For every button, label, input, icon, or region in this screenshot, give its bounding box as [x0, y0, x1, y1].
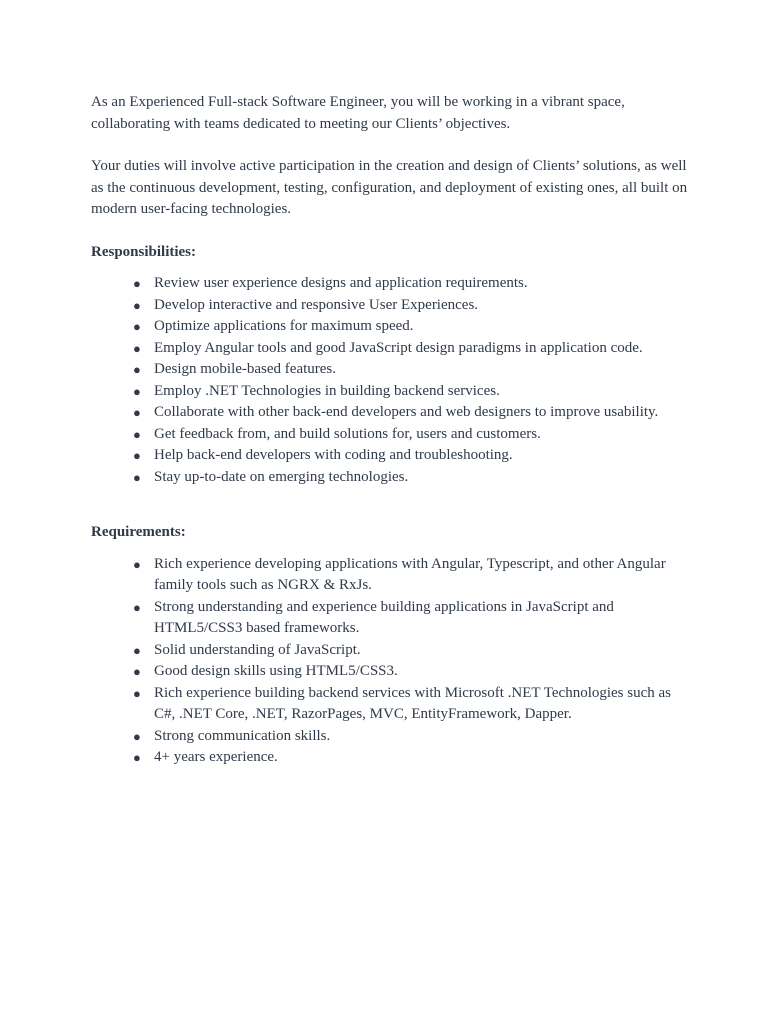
list-item	[133, 747, 674, 769]
list-item-text: Get feedback from, and build solutions for, users and customers.	[154, 425, 541, 442]
responsibilities-heading: Responsibilities:	[91, 243, 197, 260]
bullet-icon: ●	[133, 685, 141, 701]
list-item	[133, 554, 674, 597]
list-item	[133, 359, 674, 381]
bullet-icon: ●	[133, 405, 141, 420]
list-item-text: Help back-end developers with coding and troubleshooting.	[154, 447, 513, 463]
list-item-text: Develop interactive and responsive User Experiences.	[154, 296, 479, 313]
list-item-text: Review user experience designs and application requirements.	[154, 275, 528, 291]
list-item-text: Rich experience building backend services with Microsoft .NET Technologies such as C#, .NET Core, .NET, RazorPages, MVC, EntityFramework, Dapper.	[154, 684, 672, 722]
list-item	[133, 295, 674, 317]
list-item	[133, 445, 674, 467]
document-content	[91, 92, 691, 769]
list-item-text: Rich experience developing applications with Angular, Typescript, and other Angular family tools such as NGRX & RxJs.	[154, 555, 666, 593]
section-spacer	[91, 488, 691, 522]
list-item-text: Stay up-to-date on emerging technologies.	[154, 468, 409, 485]
list-item	[133, 381, 674, 403]
list-item	[133, 273, 674, 295]
list-item-text: Solid understanding of JavaScript.	[154, 641, 361, 658]
list-item	[133, 316, 674, 338]
bullet-icon: ●	[133, 556, 141, 572]
bullet-icon: ●	[133, 599, 141, 615]
list-item-text: Employ .NET Technologies in building backend services.	[154, 382, 500, 399]
intro-paragraph-1: As an Experienced Full-stack Software Engineer, you will be working in a vibrant space, collaborating with teams dedicated to meeting our Clients’ objectives.	[91, 94, 625, 132]
list-item	[133, 338, 674, 360]
list-item-text: Strong understanding and experience building applications in JavaScript and HTML5/CSS3 based frameworks.	[154, 598, 614, 636]
list-item	[133, 424, 674, 446]
list-item-text: 4+ years experience.	[154, 749, 278, 765]
requirements-list	[91, 554, 691, 769]
list-item-text: Design mobile-based features.	[154, 361, 337, 377]
list-item-text: Good design skills using HTML5/CSS3.	[154, 663, 398, 679]
bullet-icon: ●	[133, 362, 141, 377]
list-item-text: Collaborate with other back-end developers and web designers to improve usability.	[154, 404, 659, 420]
bullet-icon: ●	[133, 469, 141, 485]
list-item	[133, 661, 674, 683]
list-item-text: Optimize applications for maximum speed.	[154, 318, 414, 334]
bullet-icon: ●	[133, 319, 141, 334]
bullet-icon: ●	[133, 664, 141, 679]
bullet-icon: ●	[133, 383, 141, 399]
bullet-icon: ●	[133, 750, 141, 765]
list-item	[133, 726, 674, 748]
bullet-icon: ●	[133, 642, 141, 658]
bullet-icon: ●	[133, 728, 141, 744]
bullet-icon: ●	[133, 340, 141, 356]
list-item	[133, 467, 674, 489]
list-item-text: Strong communication skills.	[154, 727, 331, 744]
bullet-icon: ●	[133, 276, 141, 291]
bullet-icon: ●	[133, 297, 141, 313]
list-item	[133, 597, 674, 640]
intro-paragraph-2: Your duties will involve active participation in the creation and design of Clients’ solutions, as well as the continuous development, testing, configuration, and deployment of existing ones, all built on modern user-facing technologies.	[91, 158, 688, 217]
list-item	[133, 402, 674, 424]
responsibilities-list	[91, 273, 691, 488]
bullet-icon: ●	[133, 426, 141, 442]
list-item-text: Employ Angular tools and good JavaScript design paradigms in application code.	[154, 339, 643, 356]
requirements-heading: Requirements:	[91, 524, 186, 540]
list-item	[133, 683, 674, 726]
bullet-icon: ●	[133, 448, 141, 463]
list-item	[133, 640, 674, 662]
